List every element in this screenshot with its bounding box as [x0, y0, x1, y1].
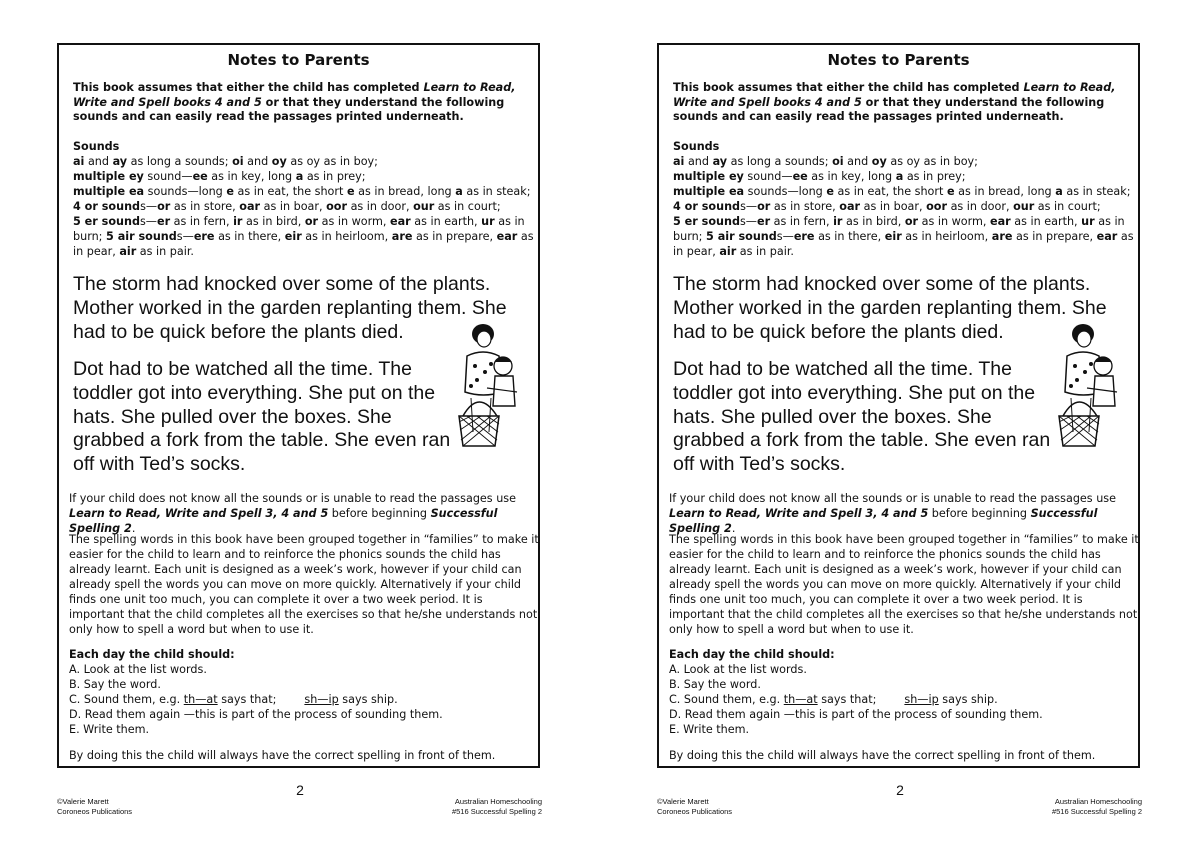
closing-note: By doing this the child will always have the correct spelling in front of them. [669, 749, 1096, 762]
page-right [600, 0, 1200, 849]
daily-steps [669, 647, 1139, 737]
daily-steps [69, 647, 539, 737]
sounds-heading: Sounds [73, 140, 120, 153]
intro-text: This book assumes that either the child has completed Learn to Read, Write and Spell books 4 and 5 or that they understand the following sounds and can easily read the passages printed underneath. [73, 81, 516, 123]
mother-toddler-illustration-icon [1057, 322, 1119, 450]
sounds-line: multiple ea sounds—long e as in eat, the short e as in bread, long a as in steak; [73, 185, 531, 198]
sounds-line: 5 er sounds—er as in fern, ir as in bird, or as in worm, ear as in earth, ur as in burn; 5 air sounds—ere as in there, eir as in heirloom, are as in prepare, ear as in pear, air as in pair. [73, 215, 534, 258]
sounds-line: 4 or sounds—or as in store, oar as in boar, oor as in door, our as in court; [673, 200, 1101, 213]
step-item: E. Write them. [669, 723, 750, 736]
footer-left: ©Valerie Marett Coroneos Publications [57, 797, 133, 816]
sounds-line: multiple ea sounds—long e as in eat, the short e as in bread, long a as in steak; [673, 185, 1131, 198]
story-paragraph-1: The storm had knocked over some of the plants. Mother worked in the garden replanting them. She had to be quick before the plants died. [73, 273, 507, 343]
footer-right: Australian Homeschooling #516 Successful Spelling 2 [451, 797, 542, 816]
sounds-line: 4 or sounds—or as in store, oar as in boar, oor as in door, our as in court; [73, 200, 501, 213]
step-item: C. Sound them, e.g. th—at says that; sh—ip says ship. [69, 693, 398, 706]
sounds-line: ai and ay as long a sounds; oi and oy as oy as in boy; [73, 155, 378, 168]
step-item: D. Read them again —this is part of the process of sounding them. [669, 708, 1043, 721]
step-item: B. Say the word. [69, 678, 161, 691]
step-item: E. Write them. [69, 723, 150, 736]
story-paragraph-2: Dot had to be watched all the time. The toddler got into everything. She put on the hats. She pulled over the boxes. She grabbed a fork from the table. She even ran off with Ted’s socks. [73, 358, 451, 476]
footer-right: Australian Homeschooling #516 Successful Spelling 2 [1051, 797, 1142, 816]
prerequisite-note: If your child does not know all the sounds or is unable to read the passages use Learn to Read, Write and Spell 3, 4 and 5 before beginning Successful Spelling 2. [669, 492, 1116, 535]
step-item: C. Sound them, e.g. th—at says that; sh—ip says ship. [669, 693, 998, 706]
story-paragraph-2: Dot had to be watched all the time. The toddler got into everything. She put on the hats. She pulled over the boxes. She grabbed a fork from the table. She even ran off with Ted’s socks. [673, 358, 1051, 476]
step-item: D. Read them again —this is part of the process of sounding them. [69, 708, 443, 721]
step-item: A. Look at the list words. [69, 663, 207, 676]
step-item: A. Look at the list words. [669, 663, 807, 676]
story-paragraph-1: The storm had knocked over some of the plants. Mother worked in the garden replanting them. She had to be quick before the plants died. [673, 273, 1107, 343]
sounds-list [673, 139, 1143, 259]
spelling-groups-note: The spelling words in this book have been grouped together in “families” to make it easier for the child to learn and to reinforce the phonics sounds the child has already learnt. Each unit is designed as a week’s work, however if your child can already spell the words you can move on more quickly. Alternatively if your child finds one unit too much, you can complete it over a two week period. It is important that the child completes all the exercises so that he/she understands not only how to spell a word but when to use it. [69, 533, 539, 636]
notes-frame [57, 43, 540, 768]
notes-frame [657, 43, 1140, 768]
mother-toddler-illustration-icon [457, 322, 519, 450]
page-title: Notes to Parents [227, 51, 370, 69]
page-title: Notes to Parents [827, 51, 970, 69]
page-number: 2 [296, 782, 304, 798]
sounds-line: ai and ay as long a sounds; oi and oy as oy as in boy; [673, 155, 978, 168]
sounds-line: multiple ey sound—ee as in key, long a as in prey; [73, 170, 366, 183]
sounds-line: 5 er sounds—er as in fern, ir as in bird, or as in worm, ear as in earth, ur as in burn; 5 air sounds—ere as in there, eir as in heirloom, are as in prepare, ear as in pear, air as in pair. [673, 215, 1134, 258]
sounds-heading: Sounds [673, 140, 720, 153]
prerequisite-note: If your child does not know all the sounds or is unable to read the passages use Learn to Read, Write and Spell 3, 4 and 5 before beginning Successful Spelling 2. [69, 492, 516, 535]
sounds-list [73, 139, 543, 259]
steps-heading: Each day the child should: [69, 648, 235, 661]
page-number: 2 [896, 782, 904, 798]
intro-text: This book assumes that either the child has completed Learn to Read, Write and Spell books 4 and 5 or that they understand the following sounds and can easily read the passages printed underneath. [673, 81, 1116, 123]
spelling-groups-note: The spelling words in this book have been grouped together in “families” to make it easier for the child to learn and to reinforce the phonics sounds the child has already learnt. Each unit is designed as a week’s work, however if your child can already spell the words you can move on more quickly. Alternatively if your child finds one unit too much, you can complete it over a two week period. It is important that the child completes all the exercises so that he/she understands not only how to spell a word but when to use it. [669, 533, 1139, 636]
footer-left: ©Valerie Marett Coroneos Publications [657, 797, 733, 816]
step-item: B. Say the word. [669, 678, 761, 691]
steps-heading: Each day the child should: [669, 648, 835, 661]
closing-note: By doing this the child will always have the correct spelling in front of them. [69, 749, 496, 762]
sounds-line: multiple ey sound—ee as in key, long a as in prey; [673, 170, 966, 183]
